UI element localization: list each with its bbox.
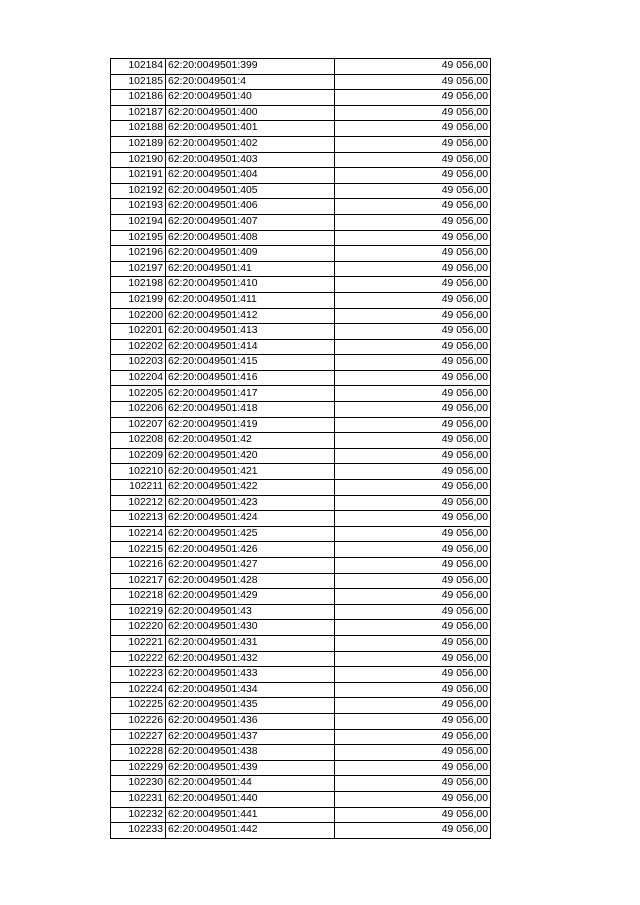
table-row: [111, 558, 491, 574]
cadastral-number-cell: 62:20:0049501:409: [166, 246, 335, 262]
row-number-cell: 102191: [111, 168, 166, 184]
table-row: [111, 90, 491, 106]
cadastral-number-cell: 62:20:0049501:423: [166, 495, 335, 511]
row-number-cell: 102233: [111, 823, 166, 839]
table-row: [111, 308, 491, 324]
cadastral-number-cell: 62:20:0049501:427: [166, 558, 335, 574]
row-number-cell: 102185: [111, 74, 166, 90]
amount-cell: 49 056,00: [335, 807, 491, 823]
amount-cell: 49 056,00: [335, 183, 491, 199]
row-number-cell: 102229: [111, 760, 166, 776]
table-row: [111, 136, 491, 152]
row-number-cell: 102199: [111, 292, 166, 308]
amount-cell: 49 056,00: [335, 760, 491, 776]
cadastral-number-cell: 62:20:0049501:40: [166, 90, 335, 106]
cadastral-number-cell: 62:20:0049501:439: [166, 760, 335, 776]
table-row: [111, 339, 491, 355]
row-number-cell: 102188: [111, 121, 166, 137]
cadastral-number-cell: 62:20:0049501:402: [166, 136, 335, 152]
cadastral-number-cell: 62:20:0049501:418: [166, 402, 335, 418]
amount-cell: 49 056,00: [335, 277, 491, 293]
amount-cell: 49 056,00: [335, 713, 491, 729]
amount-cell: 49 056,00: [335, 59, 491, 75]
amount-cell: 49 056,00: [335, 448, 491, 464]
row-number-cell: 102189: [111, 136, 166, 152]
amount-cell: 49 056,00: [335, 542, 491, 558]
row-number-cell: 102231: [111, 791, 166, 807]
table-row: [111, 448, 491, 464]
amount-cell: 49 056,00: [335, 261, 491, 277]
cadastral-number-cell: 62:20:0049501:442: [166, 823, 335, 839]
cadastral-number-cell: 62:20:0049501:414: [166, 339, 335, 355]
row-number-cell: 102223: [111, 667, 166, 683]
row-number-cell: 102227: [111, 729, 166, 745]
cadastral-number-cell: 62:20:0049501:432: [166, 651, 335, 667]
row-number-cell: 102219: [111, 604, 166, 620]
table-row: [111, 682, 491, 698]
cadastral-number-cell: 62:20:0049501:399: [166, 59, 335, 75]
amount-cell: 49 056,00: [335, 339, 491, 355]
cadastral-number-cell: 62:20:0049501:407: [166, 214, 335, 230]
cadastral-number-cell: 62:20:0049501:441: [166, 807, 335, 823]
table-row: [111, 573, 491, 589]
amount-cell: 49 056,00: [335, 355, 491, 371]
amount-cell: 49 056,00: [335, 682, 491, 698]
amount-cell: 49 056,00: [335, 230, 491, 246]
amount-cell: 49 056,00: [335, 433, 491, 449]
cadastral-number-cell: 62:20:0049501:411: [166, 292, 335, 308]
table-row: [111, 823, 491, 839]
table-row: [111, 214, 491, 230]
amount-cell: 49 056,00: [335, 386, 491, 402]
row-number-cell: 102213: [111, 511, 166, 527]
cadastral-number-cell: 62:20:0049501:430: [166, 620, 335, 636]
amount-cell: 49 056,00: [335, 480, 491, 496]
row-number-cell: 102215: [111, 542, 166, 558]
amount-cell: 49 056,00: [335, 402, 491, 418]
row-number-cell: 102205: [111, 386, 166, 402]
table-row: [111, 511, 491, 527]
table-row: [111, 152, 491, 168]
cadastral-number-cell: 62:20:0049501:438: [166, 745, 335, 761]
row-number-cell: 102195: [111, 230, 166, 246]
table-row: [111, 121, 491, 137]
amount-cell: 49 056,00: [335, 745, 491, 761]
amount-cell: 49 056,00: [335, 823, 491, 839]
table-row: [111, 324, 491, 340]
table-row: [111, 651, 491, 667]
amount-cell: 49 056,00: [335, 511, 491, 527]
row-number-cell: 102194: [111, 214, 166, 230]
table-row: [111, 526, 491, 542]
table-row: [111, 807, 491, 823]
amount-cell: 49 056,00: [335, 589, 491, 605]
table-row: [111, 589, 491, 605]
table-row: [111, 745, 491, 761]
table-row: [111, 729, 491, 745]
row-number-cell: 102212: [111, 495, 166, 511]
amount-cell: 49 056,00: [335, 136, 491, 152]
cadastral-number-cell: 62:20:0049501:44: [166, 776, 335, 792]
amount-cell: 49 056,00: [335, 152, 491, 168]
table-row: [111, 183, 491, 199]
table-row: [111, 417, 491, 433]
table-row: [111, 105, 491, 121]
amount-cell: 49 056,00: [335, 667, 491, 683]
cadastral-number-cell: 62:20:0049501:429: [166, 589, 335, 605]
table-row: [111, 495, 491, 511]
cadastral-number-cell: 62:20:0049501:408: [166, 230, 335, 246]
row-number-cell: 102210: [111, 464, 166, 480]
table-row: [111, 542, 491, 558]
amount-cell: 49 056,00: [335, 417, 491, 433]
row-number-cell: 102198: [111, 277, 166, 293]
row-number-cell: 102217: [111, 573, 166, 589]
row-number-cell: 102204: [111, 370, 166, 386]
cadastral-number-cell: 62:20:0049501:410: [166, 277, 335, 293]
cadastral-number-cell: 62:20:0049501:435: [166, 698, 335, 714]
amount-cell: 49 056,00: [335, 651, 491, 667]
cadastral-number-cell: 62:20:0049501:413: [166, 324, 335, 340]
table-row: [111, 168, 491, 184]
amount-cell: 49 056,00: [335, 573, 491, 589]
cadastral-number-cell: 62:20:0049501:424: [166, 511, 335, 527]
table-row: [111, 464, 491, 480]
table-row: [111, 480, 491, 496]
cadastral-number-cell: 62:20:0049501:4: [166, 74, 335, 90]
amount-cell: 49 056,00: [335, 620, 491, 636]
cadastral-number-cell: 62:20:0049501:426: [166, 542, 335, 558]
cadastral-number-cell: 62:20:0049501:416: [166, 370, 335, 386]
amount-cell: 49 056,00: [335, 698, 491, 714]
row-number-cell: 102197: [111, 261, 166, 277]
cadastral-number-cell: 62:20:0049501:420: [166, 448, 335, 464]
row-number-cell: 102232: [111, 807, 166, 823]
row-number-cell: 102207: [111, 417, 166, 433]
row-number-cell: 102193: [111, 199, 166, 215]
table-body: [111, 59, 491, 839]
cadastral-number-cell: 62:20:0049501:400: [166, 105, 335, 121]
table-row: [111, 277, 491, 293]
cadastral-number-cell: 62:20:0049501:428: [166, 573, 335, 589]
cadastral-number-cell: 62:20:0049501:425: [166, 526, 335, 542]
table-row: [111, 74, 491, 90]
table-row: [111, 246, 491, 262]
cadastral-number-cell: 62:20:0049501:421: [166, 464, 335, 480]
row-number-cell: 102211: [111, 480, 166, 496]
table-row: [111, 433, 491, 449]
cadastral-number-cell: 62:20:0049501:415: [166, 355, 335, 371]
row-number-cell: 102226: [111, 713, 166, 729]
row-number-cell: 102221: [111, 635, 166, 651]
cadastral-number-cell: 62:20:0049501:404: [166, 168, 335, 184]
amount-cell: 49 056,00: [335, 495, 491, 511]
cadastral-number-cell: 62:20:0049501:412: [166, 308, 335, 324]
cadastral-number-cell: 62:20:0049501:403: [166, 152, 335, 168]
table-row: [111, 635, 491, 651]
cadastral-number-cell: 62:20:0049501:406: [166, 199, 335, 215]
cadastral-number-cell: 62:20:0049501:401: [166, 121, 335, 137]
row-number-cell: 102203: [111, 355, 166, 371]
table-row: [111, 791, 491, 807]
table-row: [111, 667, 491, 683]
table-row: [111, 199, 491, 215]
amount-cell: 49 056,00: [335, 121, 491, 137]
amount-cell: 49 056,00: [335, 776, 491, 792]
amount-cell: 49 056,00: [335, 308, 491, 324]
amount-cell: 49 056,00: [335, 199, 491, 215]
amount-cell: 49 056,00: [335, 729, 491, 745]
amount-cell: 49 056,00: [335, 635, 491, 651]
amount-cell: 49 056,00: [335, 214, 491, 230]
row-number-cell: 102186: [111, 90, 166, 106]
cadastral-number-cell: 62:20:0049501:440: [166, 791, 335, 807]
table-row: [111, 620, 491, 636]
row-number-cell: 102230: [111, 776, 166, 792]
row-number-cell: 102220: [111, 620, 166, 636]
amount-cell: 49 056,00: [335, 168, 491, 184]
table-row: [111, 292, 491, 308]
row-number-cell: 102222: [111, 651, 166, 667]
amount-cell: 49 056,00: [335, 90, 491, 106]
row-number-cell: 102206: [111, 402, 166, 418]
amount-cell: 49 056,00: [335, 370, 491, 386]
row-number-cell: 102184: [111, 59, 166, 75]
table-row: [111, 604, 491, 620]
cadastral-number-cell: 62:20:0049501:437: [166, 729, 335, 745]
amount-cell: 49 056,00: [335, 292, 491, 308]
row-number-cell: 102209: [111, 448, 166, 464]
amount-cell: 49 056,00: [335, 246, 491, 262]
table-row: [111, 59, 491, 75]
cadastral-number-cell: 62:20:0049501:431: [166, 635, 335, 651]
cadastral-number-cell: 62:20:0049501:433: [166, 667, 335, 683]
amount-cell: 49 056,00: [335, 105, 491, 121]
row-number-cell: 102196: [111, 246, 166, 262]
row-number-cell: 102224: [111, 682, 166, 698]
table-row: [111, 386, 491, 402]
table-row: [111, 230, 491, 246]
row-number-cell: 102214: [111, 526, 166, 542]
amount-cell: 49 056,00: [335, 324, 491, 340]
amount-cell: 49 056,00: [335, 604, 491, 620]
cadastral-number-cell: 62:20:0049501:434: [166, 682, 335, 698]
row-number-cell: 102190: [111, 152, 166, 168]
cadastral-number-cell: 62:20:0049501:419: [166, 417, 335, 433]
row-number-cell: 102228: [111, 745, 166, 761]
cadastral-number-cell: 62:20:0049501:422: [166, 480, 335, 496]
row-number-cell: 102225: [111, 698, 166, 714]
row-number-cell: 102202: [111, 339, 166, 355]
cadastral-number-cell: 62:20:0049501:436: [166, 713, 335, 729]
row-number-cell: 102200: [111, 308, 166, 324]
table-row: [111, 355, 491, 371]
table-row: [111, 776, 491, 792]
cadastral-number-cell: 62:20:0049501:417: [166, 386, 335, 402]
amount-cell: 49 056,00: [335, 74, 491, 90]
cadastral-number-cell: 62:20:0049501:41: [166, 261, 335, 277]
table-row: [111, 261, 491, 277]
amount-cell: 49 056,00: [335, 558, 491, 574]
table-row: [111, 713, 491, 729]
table-row: [111, 760, 491, 776]
amount-cell: 49 056,00: [335, 464, 491, 480]
amount-cell: 49 056,00: [335, 526, 491, 542]
cadastral-number-cell: 62:20:0049501:405: [166, 183, 335, 199]
row-number-cell: 102201: [111, 324, 166, 340]
table-row: [111, 370, 491, 386]
row-number-cell: 102218: [111, 589, 166, 605]
table-row: [111, 698, 491, 714]
cadastral-number-cell: 62:20:0049501:42: [166, 433, 335, 449]
cadastral-number-cell: 62:20:0049501:43: [166, 604, 335, 620]
amount-cell: 49 056,00: [335, 791, 491, 807]
row-number-cell: 102187: [111, 105, 166, 121]
row-number-cell: 102208: [111, 433, 166, 449]
table-row: [111, 402, 491, 418]
row-number-cell: 102192: [111, 183, 166, 199]
row-number-cell: 102216: [111, 558, 166, 574]
cadastral-registry-table: [110, 58, 491, 839]
